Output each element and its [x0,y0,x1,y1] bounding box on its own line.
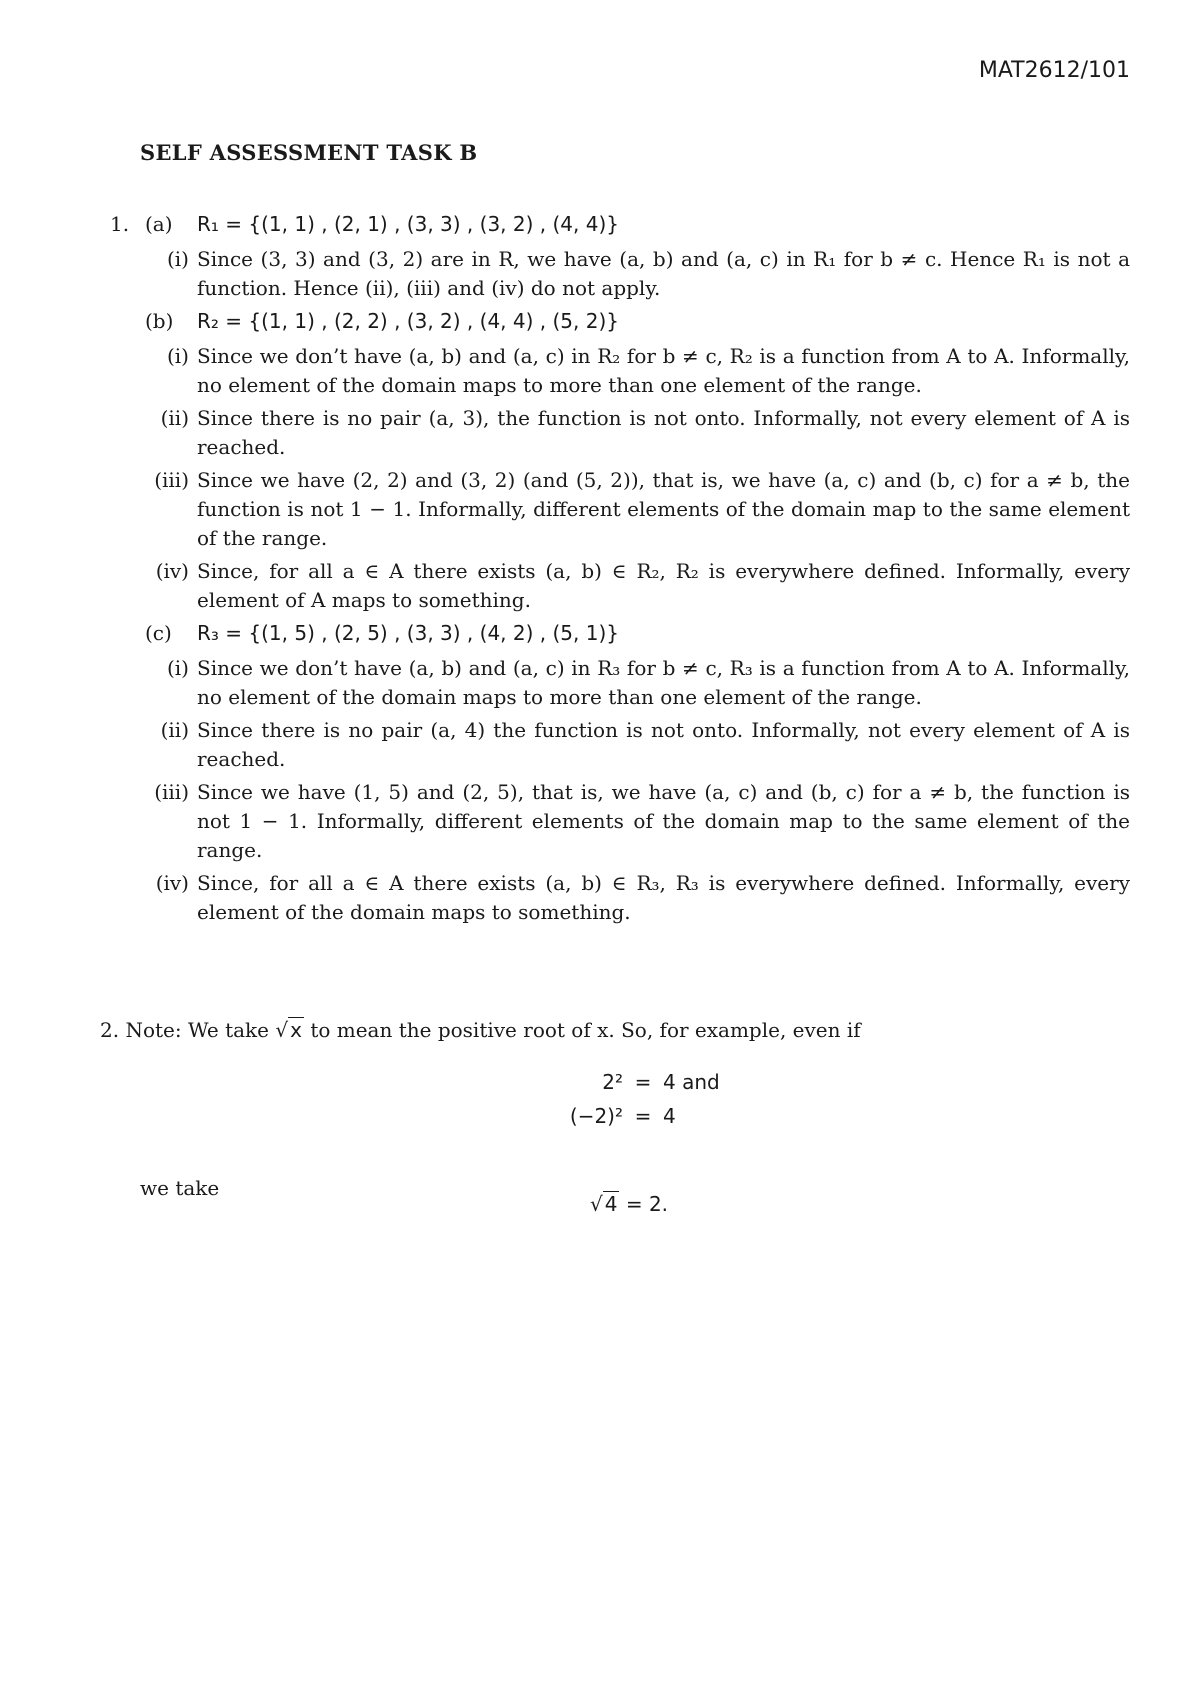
note-text-start: Note: We take [125,1018,269,1042]
item-text: Since, for all a ∈ A there exists (a, b) ∈ R₂, R₂ is everywhere defined. Informally, every element of A maps to something. [197,559,1130,612]
equation-row: 2² = 4 and [602,1070,720,1094]
item-b-iii [154,466,1130,553]
question-1 [100,210,1130,931]
part-label: (c) [145,621,172,645]
relation-r3: R₃ = {(1, 5) , (2, 5) , (3, 3) , (4, 2) , (5, 1)} [197,621,619,645]
radical-sign-icon: √ [590,1192,603,1216]
item-label: (iv) [155,559,189,583]
item-b-i [166,342,1130,400]
item-c-iv [155,869,1130,927]
part-a [145,210,1130,239]
item-label: (ii) [160,406,189,430]
item-label: (i) [166,656,189,680]
section-title: SELF ASSESSMENT TASK B [140,140,478,165]
part-b [145,307,1130,336]
we-take-text: we take [140,1176,220,1200]
item-text: Since we have (1, 5) and (2, 5), that is, we have (a, c) and (b, c) for a ≠ b, the function is not 1 − 1. Informally, different elements of the domain map to the same element of the range. [197,780,1130,862]
note-text-end: to mean the positive root of x. So, for example, even if [310,1018,861,1042]
question-2 [100,1016,1130,1045]
item-c-i [166,654,1130,712]
item-label: (i) [166,247,189,271]
part-c [145,619,1130,648]
final-equation: √ 4 = 2. [590,1192,669,1216]
item-c-iii [154,778,1130,865]
item-text: Since we don’t have (a, b) and (a, c) in R₂ for b ≠ c, R₂ is a function from A to A. Informally, no element of the domain maps to more than one element of the range. [197,344,1130,397]
question-number: 1. [110,212,130,236]
course-code: MAT2612/101 [978,58,1130,83]
part-label: (a) [145,212,173,236]
item-b-iv [155,557,1130,615]
item-text: Since there is no pair (a, 3), the function is not onto. Informally, not every element of A is reached. [197,406,1130,459]
radical-sign-icon: √ [275,1018,289,1042]
item-c-ii [160,716,1130,774]
question-number: 2. [100,1018,120,1042]
relation-r1: R₁ = {(1, 1) , (2, 1) , (3, 3) , (3, 2) , (4, 4)} [197,212,619,236]
item-b-ii [160,404,1130,462]
item-label: (i) [166,344,189,368]
sqrt-x: √ x [275,1018,304,1042]
item-label: (iii) [154,780,189,804]
equation-block [540,1070,720,1138]
equation-row: (−2)² = 4 [569,1104,676,1128]
item-text: Since we don’t have (a, b) and (a, c) in R₃ for b ≠ c, R₃ is a function from A to A. Informally, no element of the domain maps to more than one element of the range. [197,656,1130,709]
relation-r2: R₂ = {(1, 1) , (2, 2) , (3, 2) , (4, 4) , (5, 2)} [197,309,619,333]
item-label: (iii) [154,468,189,492]
item-label: (iv) [155,871,189,895]
item-text: Since we have (2, 2) and (3, 2) (and (5, 2)), that is, we have (a, c) and (b, c) for a ≠ b, the function is not 1 − 1. Informally, different elements of the domain map to the same element of the range. [197,468,1130,550]
item-text: Since there is no pair (a, 4) the function is not onto. Informally, not every element of A is reached. [197,718,1130,771]
item-text: Since (3, 3) and (3, 2) are in R, we have (a, b) and (a, c) in R₁ for b ≠ c. Hence R₁ is not a function. Hence (ii), (iii) and (iv) do not apply. [197,247,1130,300]
item-text: Since, for all a ∈ A there exists (a, b) ∈ R₃, R₃ is everywhere defined. Informally, every element of the domain maps to something. [197,871,1130,924]
item-a-i [166,245,1130,303]
item-label: (ii) [160,718,189,742]
part-label: (b) [145,309,174,333]
